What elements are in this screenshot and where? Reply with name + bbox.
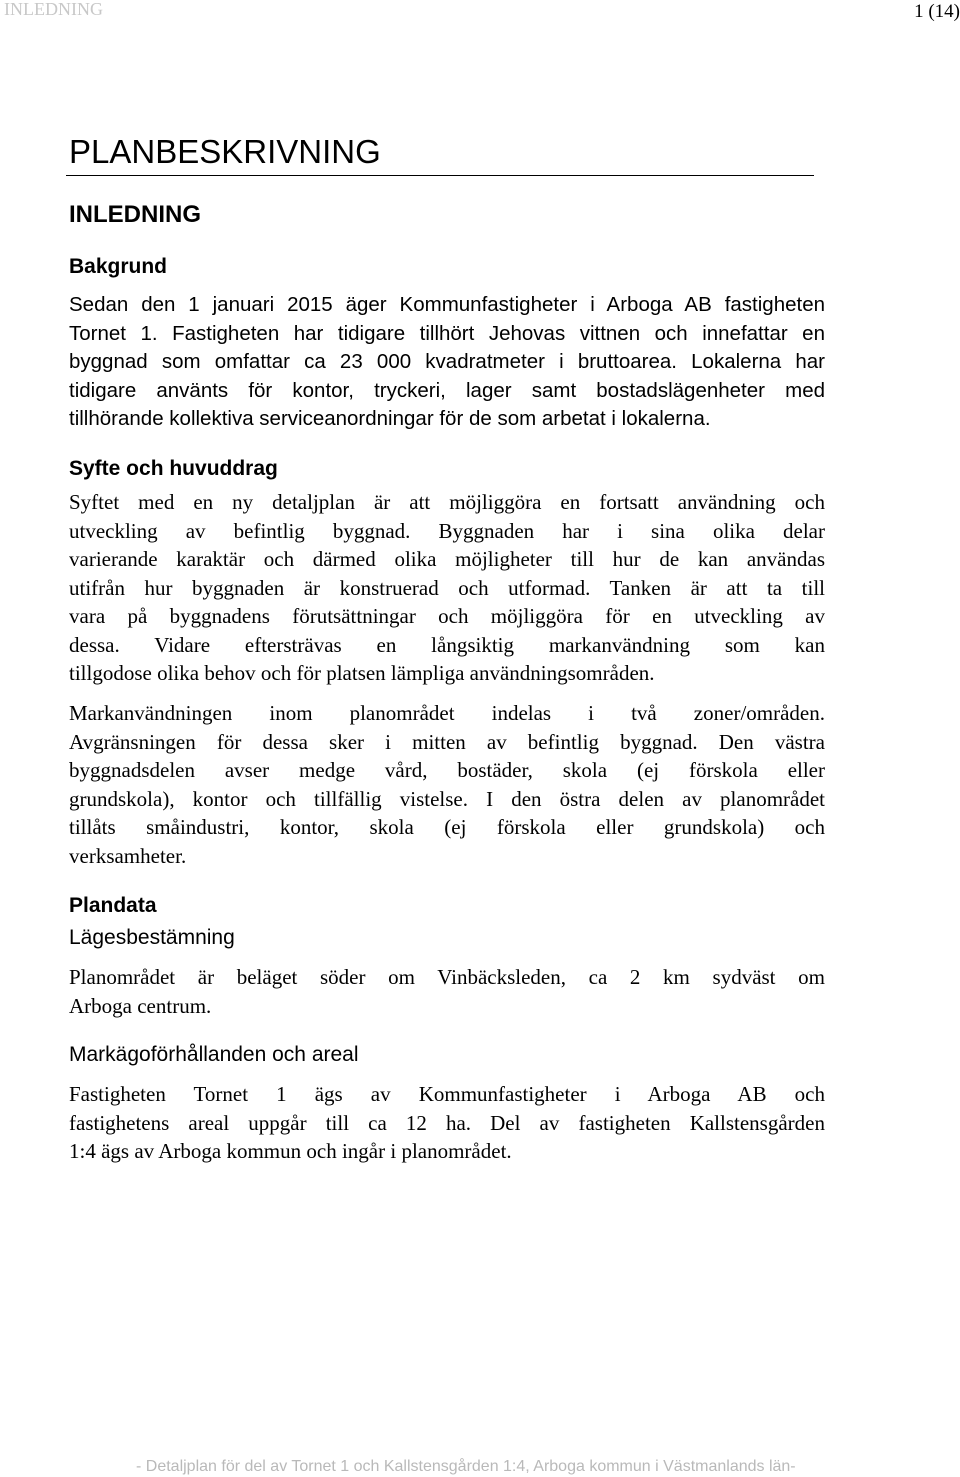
running-header: INLEDNING [4,0,103,19]
paragraph-syfte-1 [69,488,825,688]
page-number: 1 (14) [914,1,960,22]
text-line: grundskola), kontor och tillfällig vistelse. I den östra delen av planområdet [69,786,825,811]
text-line: utveckling av befintlig byggnad. Byggnaden har i sina olika delar [69,518,825,543]
text-line: Avgränsningen för dessa sker i mitten av befintlig byggnad. Den västra [69,729,825,754]
text-line: byggnadsdelen avser medge vård, bostäder, skola (ej förskola eller [69,758,825,782]
text-line: Sedan den 1 januari 2015 äger Kommunfastigheter i Arboga AB fastigheten [69,293,825,316]
text-line: byggnad som omfattar ca 23 000 kvadratmeter i bruttoarea. Lokalerna har [69,350,825,373]
heading-bakgrund: Bakgrund [69,255,168,278]
heading-syfte: Syfte och huvuddrag [69,457,278,480]
text-line: dessa. Vidare eftersträvas en långsiktig markanvändning som kan [69,632,825,657]
paragraph-bakgrund [69,291,825,434]
heading-plandata: Plandata [69,894,157,917]
text-line: Arboga centrum. [69,993,212,1018]
text-line: tidigare använts för kontor, tryckeri, lager samt bostadslägenheter med [69,378,825,402]
text-line: tillgodose olika behov och för platsen lämpliga användningsområden. [69,661,655,685]
title-underline [66,175,814,176]
text-line: verksamheter. [69,843,187,868]
text-line: tillhörande kollektiva serviceanordningar för de som arbetat i lokalerna. [69,407,711,430]
paragraph-syfte-2 [69,699,825,870]
text-line: Planområdet är beläget söder om Vinbäcksleden, ca 2 km sydväst om [69,965,825,989]
section-heading-inledning: INLEDNING [69,201,201,228]
text-line: Tornet 1. Fastigheten har tidigare tillhört Jehovas vittnen och innefattar en [69,321,825,345]
text-line: utifrån hur byggnaden är konstruerad och utformad. Tanken är att ta till [69,575,825,600]
text-line: tillåts småindustri, kontor, skola (ej förskola eller grundskola) och [69,815,825,839]
page-footer: - Detaljplan för del av Tornet 1 och Kallstensgården 1:4, Arboga kommun i Västmanlands län- [136,1458,796,1475]
document-title: PLANBESKRIVNING [69,133,381,170]
paragraph-markagoforhallanden [69,1080,825,1166]
text-line: varierande karaktär och därmed olika möjligheter till hur de kan användas [69,547,825,571]
text-line: 1:4 ägs av Arboga kommun och ingår i planområdet. [69,1139,512,1163]
heading-markagoforhallanden: Markägoförhållanden och areal [69,1043,359,1066]
text-line: vara på byggnadens förutsättningar och möjliggöra för en utveckling av [69,604,825,628]
heading-lagesbestamning: Lägesbestämning [69,926,235,949]
paragraph-lagesbestamning [69,963,825,1020]
text-line: Markanvändningen inom planområdet indelas i två zoner/områden. [69,701,825,725]
text-line: Fastigheten Tornet 1 ägs av Kommunfastigheter i Arboga AB och [69,1082,825,1106]
text-line: fastighetens areal uppgår till ca 12 ha. Del av fastigheten Kallstensgården [69,1110,825,1135]
text-line: Syftet med en ny detaljplan är att möjliggöra en fortsatt användning och [69,490,825,514]
